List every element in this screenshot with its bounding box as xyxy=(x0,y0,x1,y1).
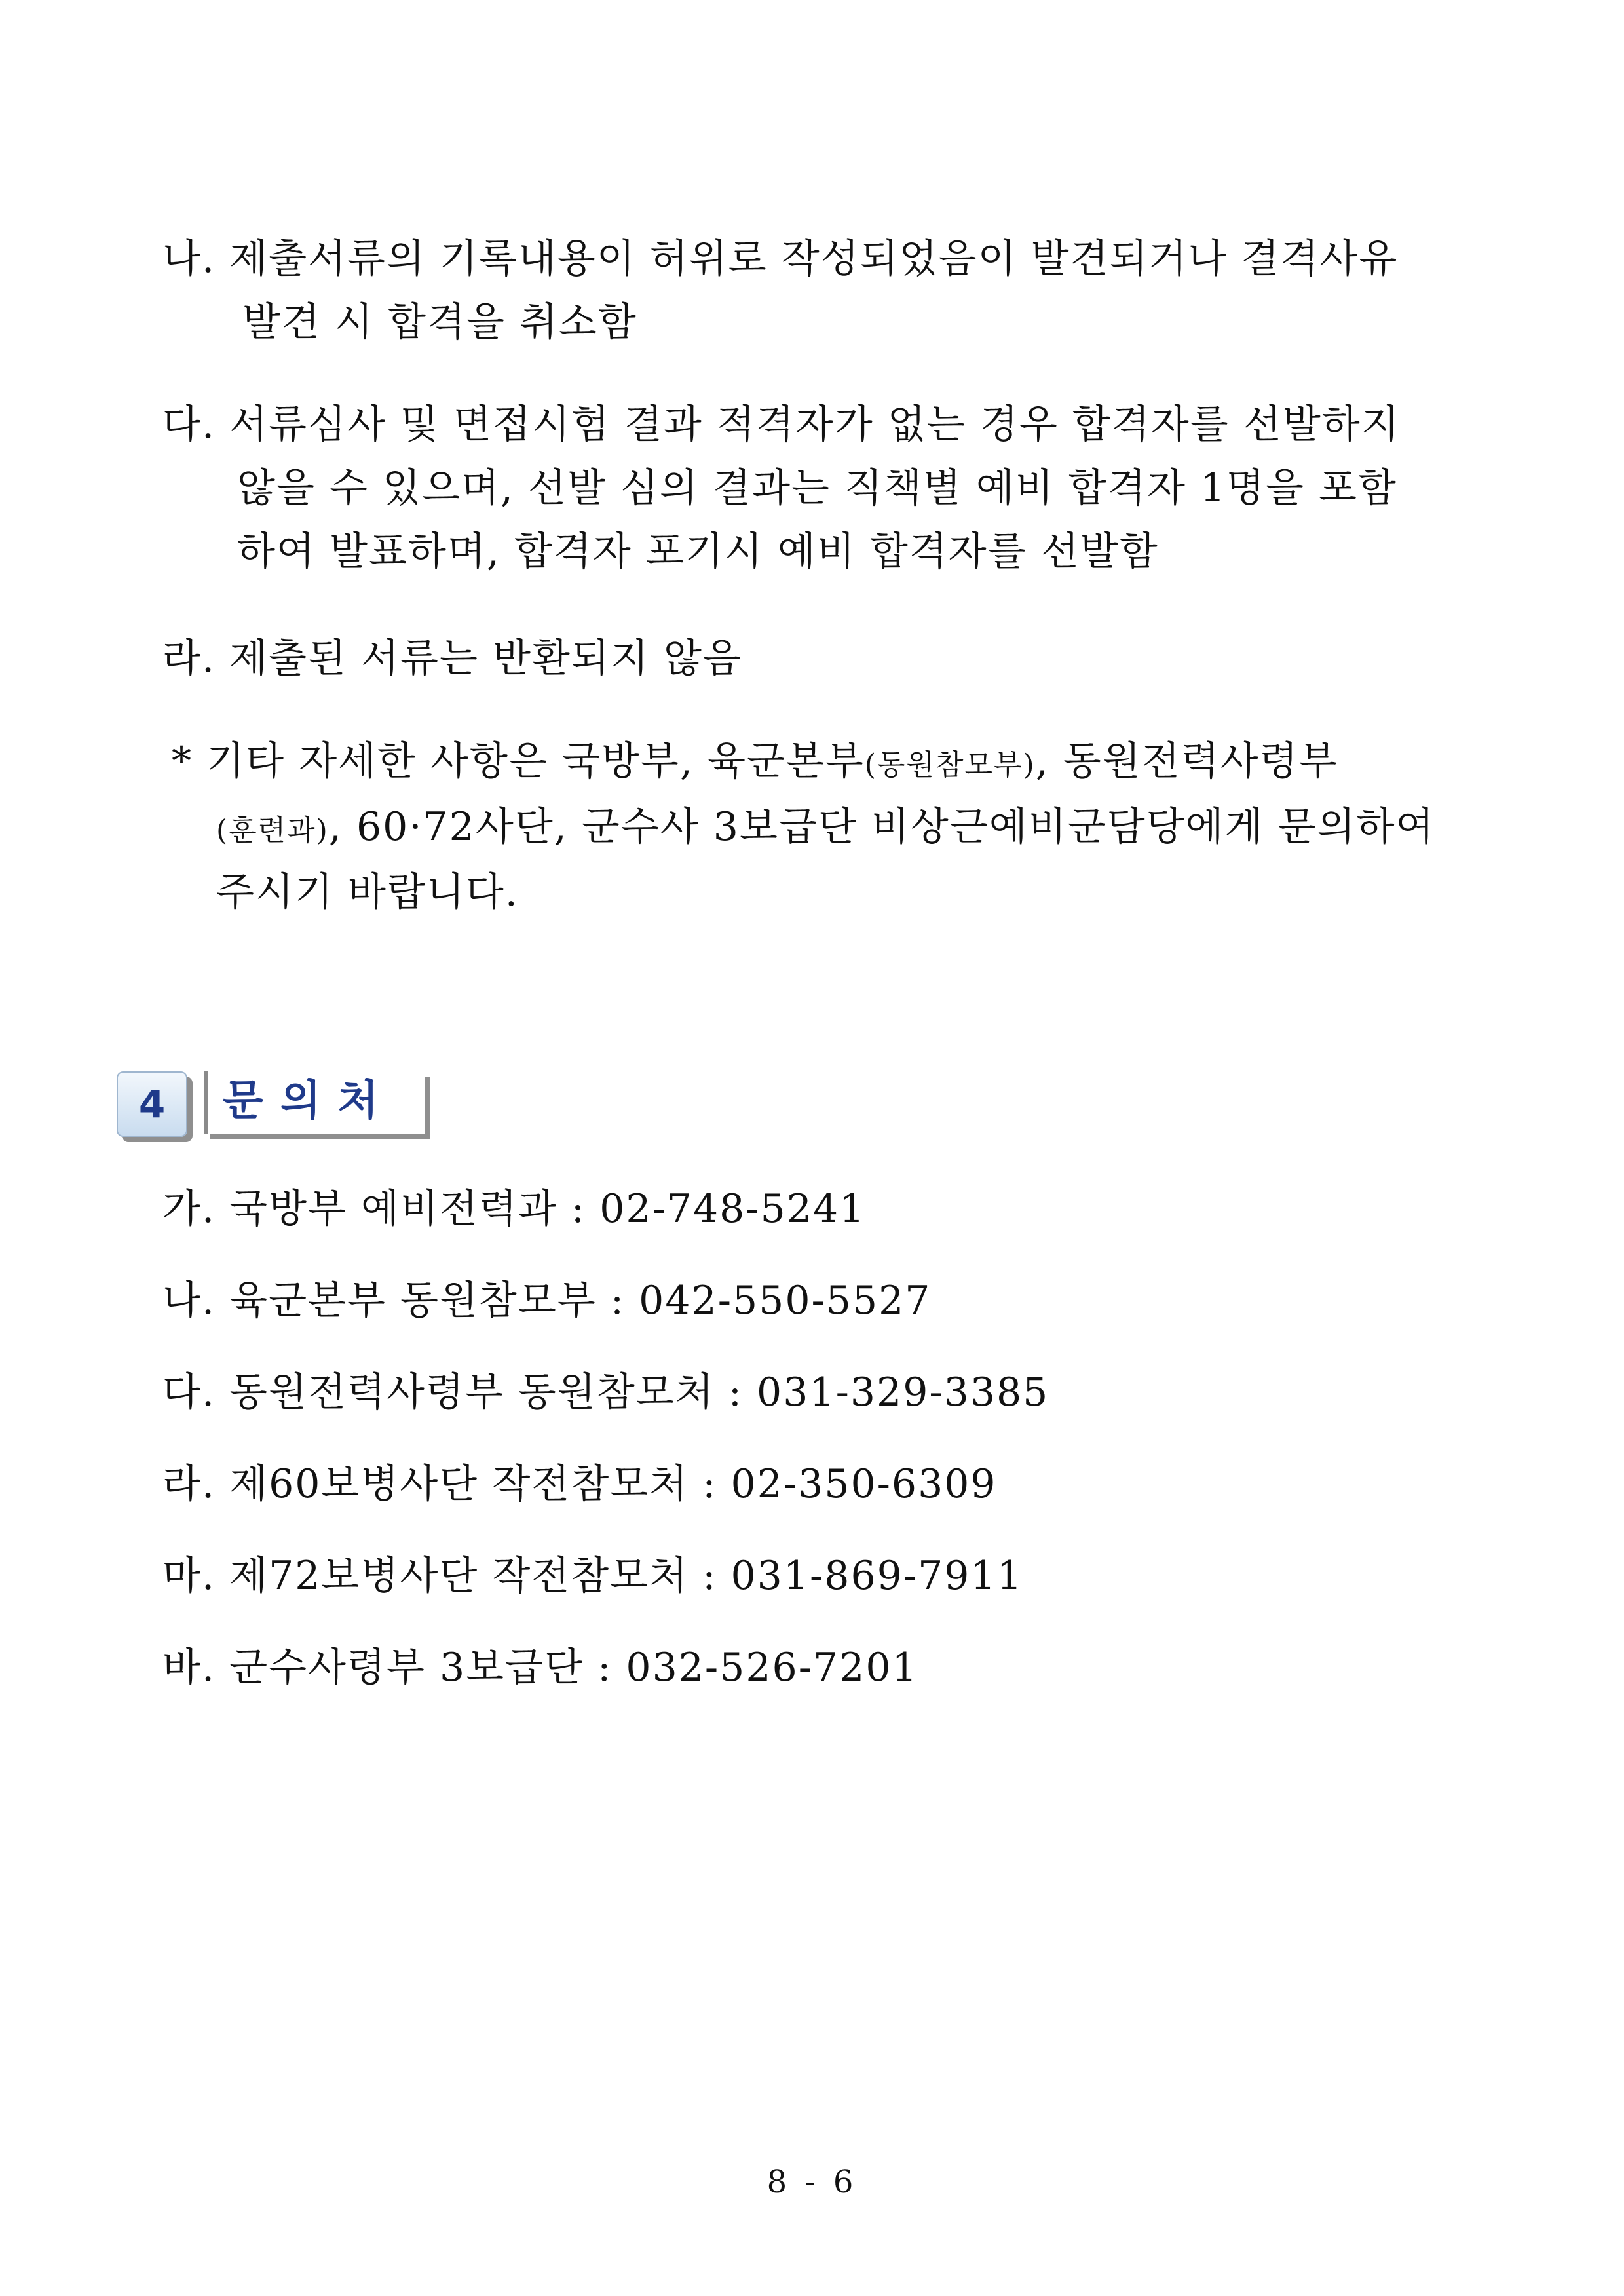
contact-item: 다. 동원전력사령부 동원참모처 : 031-329-3385 xyxy=(162,1369,1049,1415)
note-ra-line-1: 라. 제출된 서류는 반환되지 않음 xyxy=(162,636,742,681)
contact-item: 라. 제60보병사단 작전참모처 : 02-350-6309 xyxy=(162,1461,997,1507)
note-na-line-1: 나. 제출서류의 기록내용이 허위로 작성되었음이 발견되거나 결격사유 xyxy=(162,236,1399,282)
contact-item: 바. 군수사령부 3보급단 : 032-526-7201 xyxy=(162,1645,918,1691)
remark-line-1 xyxy=(172,738,1338,784)
note-da-line-3: 하여 발표하며, 합격자 포기시 예비 합격자를 선발함 xyxy=(237,529,1159,575)
section-number-badge: 4 xyxy=(117,1071,187,1137)
remark-line-3: 주시기 바랍니다. xyxy=(216,870,519,915)
contact-item: 나. 육군본부 동원참모부 : 042-550-5527 xyxy=(162,1278,932,1324)
remark-line-2-a: (훈련과) xyxy=(216,814,329,847)
note-da-line-1: 다. 서류심사 및 면접시험 결과 적격자가 없는 경우 합격자를 선발하지 xyxy=(162,402,1401,448)
note-da-line-2: 않을 수 있으며, 선발 심의 결과는 직책별 예비 합격자 1명을 포함 xyxy=(237,465,1397,511)
section-title: 문의처 xyxy=(223,1077,396,1125)
remark-line-1-b: (동원참모부) xyxy=(864,748,1036,782)
remark-line-2 xyxy=(216,804,1435,850)
note-na-line-2: 발견 시 합격을 취소함 xyxy=(242,299,637,345)
contact-item: 가. 국방부 예비전력과 : 02-748-5241 xyxy=(162,1186,866,1232)
page-number: 8 - 6 xyxy=(766,2164,858,2200)
remark-line-1-c: , 동원전력사령부 xyxy=(1035,738,1338,784)
contact-item: 마. 제72보병사단 작전참모처 : 031-869-7911 xyxy=(162,1553,1023,1599)
remark-line-1-a: * 기타 자세한 사항은 국방부, 육군본부 xyxy=(172,738,865,784)
remark-line-2-b: , 60·72사단, 군수사 3보급단 비상근예비군담당에게 문의하여 xyxy=(328,804,1435,850)
